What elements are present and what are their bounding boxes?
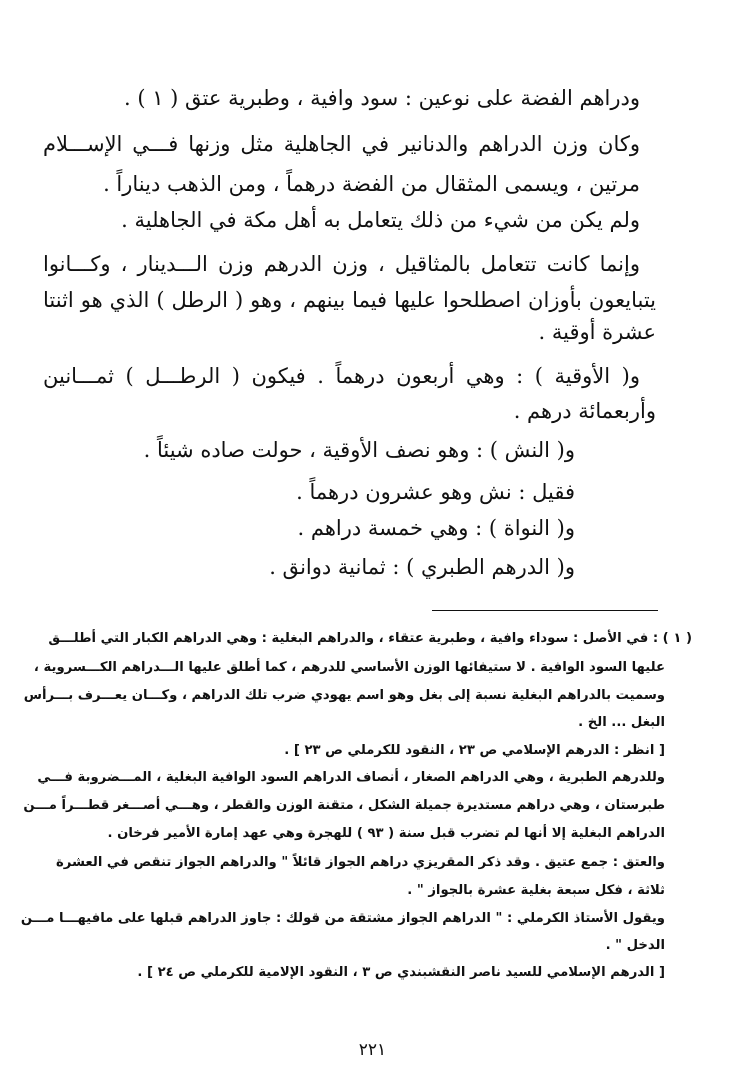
body-line: وأربعمائة درهم . (513, 399, 656, 423)
body-line: و( النواة ) : وهي خمسة دراهم . (297, 516, 575, 540)
footnote-line: الدخل " . (605, 938, 665, 953)
footnote-line: ( ١ ) : في الأصل : سوداء وافية ، وطبرية عتقاء ، والدراهم البغلية : وهي الدراهم الكبار التي أطلـــق (48, 631, 692, 646)
footnote-line: الدراهم البغلية إلا أنها لم تضرب قبل سنة ( ٩٣ ) للهجرة وهي عهد إمارة الأمير فرخان . (107, 826, 665, 841)
body-line: و( الدرهم الطبري ) : ثمانية دوانق . (269, 555, 575, 579)
footnote-line: [ الدرهم الإسلامي للسيد ناصر النقشبندي ص ٣ ، النقود الإلامية للكرملي ص ٢٤ ] . (137, 965, 665, 980)
body-line: ودراهم الفضة على نوعين : سود وافية ، وطبرية عتق ( ١ ) . (123, 86, 640, 110)
footnote-separator (432, 610, 658, 611)
footnote-line: طبرستان ، وهي دراهم مستديرة جميلة الشكل ، متقنة الوزن والقطر ، وهـــي أصـــغر قطـــراً مـــن (23, 798, 665, 813)
footnote-line: [ انظر : الدرهم الإسلامي ص ٢٣ ، النقود للكرملي ص ٢٣ ] . (284, 743, 665, 758)
footnote-line: ويقول الأستاذ الكرملي : " الدراهم الجواز مشتقة من قولك : جاوز الدراهم قبلها على مافيهـــا مـــن (20, 911, 665, 926)
footnote-line: وللدرهم الطبرية ، وهي الدراهم الصغار ، أنصاف الدراهم السود الوافية البغلية ، المـــضروبة فـــي (37, 770, 665, 785)
footnote-line: وسميت بالدراهم البغلية نسبة إلى بغل وهو اسم يهودي ضرب تلك الدراهم ، وكـــان يعـــرف بـــرأس (23, 688, 665, 703)
footnote-line: البغل ... الخ . (578, 715, 665, 730)
body-line: عشرة أوقية . (538, 320, 656, 344)
body-line: ولم يكن من شيء من ذلك يتعامل به أهل مكة في الجاهلية . (121, 208, 640, 232)
footnote-line: عليها السود الوافية . لا ستيفائها الوزن الأساسي للدرهم ، كما أطلق عليها الـــدراهم الكـــسروية ، (33, 660, 665, 675)
footnote-line: ثلاثة ، فكل سبعة بغلية عشرة بالجواز " . (407, 883, 665, 898)
body-line: مرتين ، ويسمى المثقال من الفضة درهماً ، ومن الذهب ديناراً . (103, 172, 640, 196)
body-line: و( الأوقية ) : وهي أربعون درهماً . فيكون ( الرطـــل ) ثمـــانين (43, 364, 640, 388)
body-line: وكان وزن الدراهم والدنانير في الجاهلية مثل وزنها فـــي الإســـلام (43, 132, 640, 156)
page-number: ٢٢١ (358, 1040, 387, 1060)
body-line: فقيل : نش وهو عشرون درهماً . (296, 480, 575, 504)
body-line: و( النش ) : وهو نصف الأوقية ، حولت صاده شيئاً . (143, 438, 575, 462)
body-line: وإنما كانت تتعامل بالمثاقيل ، وزن الدرهم وزن الـــدينار ، وكـــانوا (43, 252, 640, 276)
footnote-line: والعتق : جمع عتيق . وقد ذكر المقريزي دراهم الجواز قائلاً " والدراهم الجواز تنقص في العشرة (56, 855, 665, 870)
body-line: يتبايعون بأوزان اصطلحوا عليها فيما بينهم ، وهو ( الرطل ) الذي هو اثنتا (43, 288, 656, 312)
